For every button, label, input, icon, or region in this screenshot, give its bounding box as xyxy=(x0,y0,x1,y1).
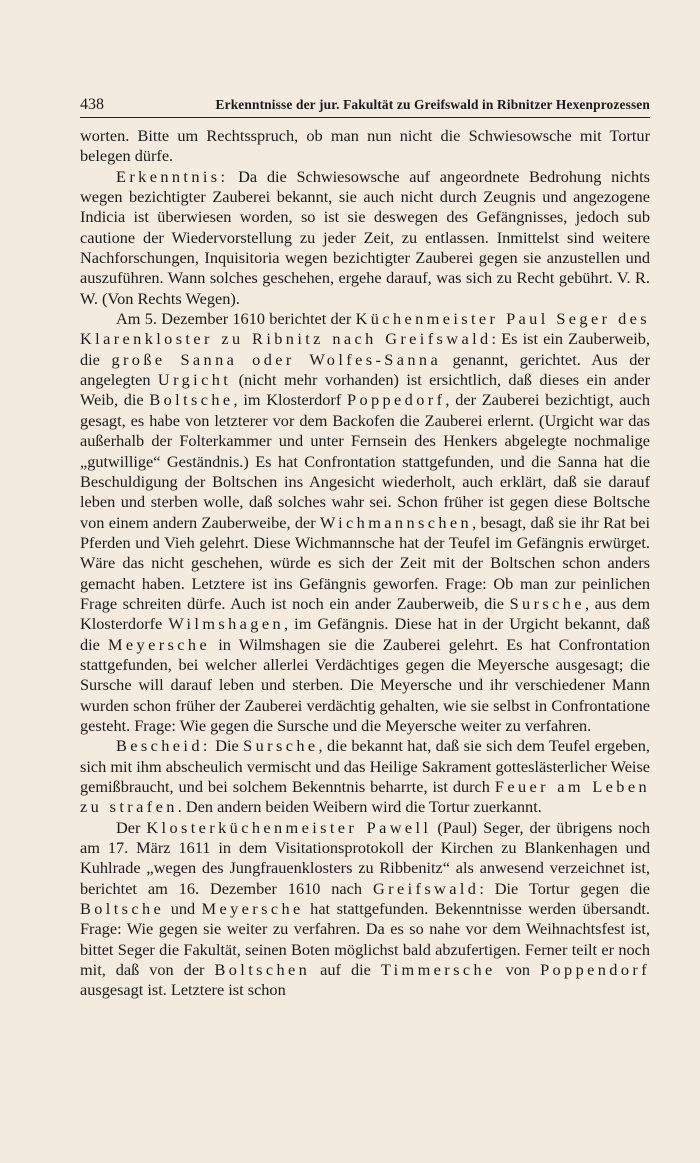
paragraph xyxy=(80,736,650,817)
text-run: hat stattgefunden. Bekenntnisse werden übersandt. Frage: Wie gegen sie weiter zu verfahren. Da es so nahe vor dem Weihnachtsfest ist, bittet Seger die Fakultät, seinen Boten möglichst bald abzufertigen. Ferner teilt er noch mit, daß von der xyxy=(80,899,651,980)
text-run: , besagt, daß sie ihr Rat bei Pferden und Vieh gelehrt. Diese Wichmannsche hat der Teufel im Gefängnis erwürget. Wäre das nicht geschehen, würde es sich der Zeit mit der Boltschen schon anders gemacht haben. Letztere ist ins Gefängnis geworfen. Frage: Ob man zur peinlichen Frage schreiten dürfe. Auch ist noch ein ander Zauberweib, die xyxy=(80,512,650,613)
text-run: . Den andern beiden Weibern wird die Tortur zuerkannt. xyxy=(177,797,542,817)
spaced-text: Erkenntnis: xyxy=(116,166,229,186)
text-run: : Die Tortur gegen die xyxy=(479,878,650,898)
spaced-text: Greifswald xyxy=(372,878,480,898)
paragraph xyxy=(80,167,650,309)
spaced-text: Wilmshagen xyxy=(168,614,285,634)
spaced-text: Bescheid: xyxy=(116,736,211,756)
text-run: Die xyxy=(210,736,244,756)
text-run: ausgesagt ist. Letztere ist schon xyxy=(80,980,286,1000)
text-run: und xyxy=(164,899,202,919)
spaced-text: Sursche xyxy=(509,593,585,613)
paragraph xyxy=(80,818,650,1001)
spaced-text: Poppedorf xyxy=(346,390,446,410)
spaced-text: Klosterküchenmeister Pawell xyxy=(146,817,432,837)
text-run: Am 5. Dezember 1610 berichtet der xyxy=(116,309,356,329)
text-run: Der xyxy=(116,817,147,837)
text-run: auf die xyxy=(310,960,381,980)
text-run: , der Zauberei bezichtigt, auch gesagt, es habe von letzterer vor dem Backofen die Zauberei erlernt. (Urgicht war das außerhalb der Folterkammer und unter Fernsein des Henkers abgelegte nochmalige „gutwillige“ Geständnis.) Es hat Confrontation stattgefunden, und die Sanna hat die Beschuldigung der Boltschen ins Angesicht wiederholt, auch erklärt, daß sie darauf leben und sterben wolle, daß solches wahr sei. Schon früher ist gegen diese Boltsche von einem andern Zauberweibe, der xyxy=(80,390,650,532)
paragraph xyxy=(80,309,650,736)
spaced-text: Meyersche xyxy=(108,634,211,654)
spaced-text: Meyersche xyxy=(201,899,304,919)
text-run: (nicht mehr vorhanden) ist ersichtlich, daß dieses ein ander Weib, die xyxy=(80,370,650,410)
text-run: in Wilmshagen sie die Zauberei gelehrt. Es hat Confrontation stattgefunden, bei welcher allerlei Verdächtiges gegen die Meyersche ausgesagt; die Sursche will darauf leben und sterben. Die Meyersche und ihr verschiedener Mann wurden schon früher der Zauberei verdächtig gehalten, wie sie selbst in Confrontatione gesteht. Frage: Wie gegen die Sursche und die Meyersche weiter zu verfahren. xyxy=(80,634,650,735)
spaced-text: Boltsche xyxy=(80,899,165,919)
spaced-text: Timmersche xyxy=(380,960,496,980)
page-number: 438 xyxy=(80,96,104,113)
spaced-text: Poppendorf xyxy=(540,960,651,980)
text-run: (Paul) Seger, der übrigens noch am 17. März 1611 in dem Visitationsprotokoll der Kirchen zu Blankenhagen und Kuhlrade „wegen des Jungfrauenklosters zu Ribbenitz“ als anwesend verzeichnet ist, berichtet am 16. Dezember 1610 nach xyxy=(80,817,650,898)
spaced-text: Urgicht xyxy=(157,370,232,390)
text-run: , aus dem Klosterdorfe xyxy=(80,593,650,634)
spaced-text: Sursche xyxy=(243,736,319,756)
spaced-text: Boltschen xyxy=(214,960,311,980)
body-text xyxy=(80,126,650,1001)
page-header xyxy=(80,96,650,118)
spaced-text: Wichmannschen xyxy=(320,512,473,532)
spaced-text: Feuer am Leben zu strafen xyxy=(80,777,650,817)
text-run: , im Gefängnis. Diese hat in der Urgicht bekannt, daß die xyxy=(80,614,650,654)
text-run: worten. Bitte um Rechtsspruch, ob man nun nicht die Schwiesowsche mit Tortur belegen dürfe. xyxy=(80,126,650,166)
running-title: Erkenntnisse der jur. Fakultät zu Greifswald in Ribnitzer Hexenprozessen xyxy=(215,97,650,112)
spaced-text: Boltsche xyxy=(149,390,234,410)
spaced-text: Küchenmeister Paul Seger des Klarenkloster zu Ribnitz nach Greifswald xyxy=(80,309,650,349)
text-run: von xyxy=(495,960,541,980)
spaced-text: große Sanna oder Wolfes-Sanna xyxy=(111,349,442,369)
text-run: genannt, gerichtet. Aus der angelegten xyxy=(80,349,650,390)
text-run: , im Klosterdorf xyxy=(233,390,347,410)
text-run: Da die Schwiesowsche auf angeordnete Bedrohung nichts wegen bezichtigter Zauberei bekannt, sie auch nicht durch Zeugnis und angezogene Indicia ist überwiesen worden, so ist sie deswegen des Gefängnisses, jedoch sub cautione der Wiedervorstellung zu jeder Zeit, zu entlassen. Inmittelst sind weitere Nachforschungen, Inquisitoria wegen bezichtigter Zauberei gegen sie anzustellen und auszuführen. Wann solches geschehen, ergehe darauf, was sich zu Recht gebührt. V. R. W. (Von Rechts Wegen). xyxy=(80,166,650,308)
text-run: : Es ist ein Zauberweib, die xyxy=(80,329,650,369)
text-run: , die bekannt hat, daß sie sich dem Teufel ergeben, sich mit ihm abscheulich vermischt und das Heilige Sakrament gotteslästerlicher Weise gemißbraucht, und bei solchem Bekenntnis beharrte, ist durch xyxy=(80,736,650,796)
paragraph xyxy=(80,126,650,167)
